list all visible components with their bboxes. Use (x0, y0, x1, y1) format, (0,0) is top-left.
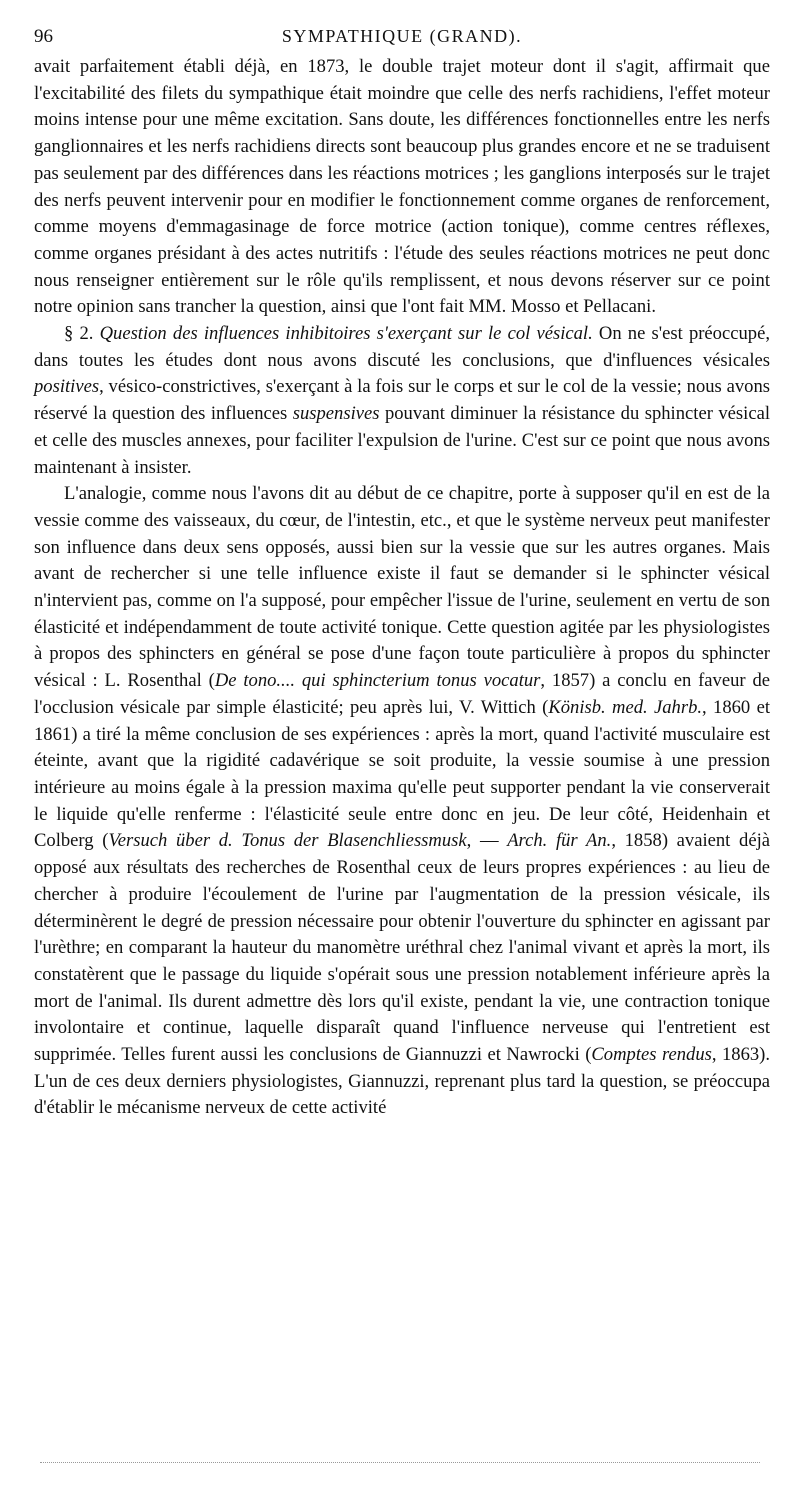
page-number: 96 (34, 26, 53, 47)
footer-rule (40, 1462, 760, 1463)
running-title: SYMPATHIQUE (GRAND). (281, 26, 523, 46)
text-run: L'analogie, comme nous l'avons dit au début de ce chapitre, porte à supposer qu'il en est de la vessie comme des vaisseaux, du cœur, de l'intestin, etc., et que le système nerveux peut manifester son influence dans deux sens opposés, aussi bien sur la vessie que sur les autres organes. Mais avant de rechercher si une telle influence existe il faut se demander si le sphincter vésical n'intervient pas, comme on l'a supposé, pour empêcher l'issue de l'urine, seulement en vertu de son élasticité et indépendamment de toute activité tonique. Cette question agitée par les physiologistes à propos des sphincters en général se pose d'une façon toute particulière à propos du sphincter vésical : L. Rosenthal ( (34, 483, 770, 692)
paragraph (34, 54, 770, 321)
text-run: avait parfaitement établi déjà, en 1873, le double trajet moteur dont il s'agit, affirmait que l'excitabilité des filets du sympathique était moindre que celle des nerfs rachidiens, l'effet moteur moins intense pour une même excitation. Sans doute, les différences fonctionnelles entre les nerfs ganglionnaires et les nerfs rachidiens directs sont beaucoup plus grandes encore et ne se traduisent pas seulement par des différences dans les réactions motrices ; les ganglions interposés sur le trajet des nerfs peuvent intervenir pour en modifier le fonctionnement comme organes de renforcement, comme moyens d'emmagasinage de force motrice (action tonique), comme centres réflexes, comme organes présidant à des actes nutritifs : l'étude des seules réactions motrices ne peut donc nous renseigner entièrement sur le rôle qu'ils remplissent, et nous devons réserver sur ce point notre opinion sans trancher la question, ainsi que l'ont fait MM. Mosso et Pellacani. (34, 56, 770, 318)
italic-text: Arch. für An. (507, 830, 612, 852)
italic-text: Comptes rendus (591, 1044, 712, 1066)
italic-text: De tono.... qui sphincterium tonus vocatur (214, 670, 541, 692)
italic-text: positives (34, 376, 100, 398)
paragraph (34, 481, 770, 1122)
text-run: , — (466, 830, 508, 852)
body-text (34, 54, 770, 1122)
italic-text: Question des influences inhibitoires s'exerçant sur le col vésical. (99, 323, 593, 345)
page (34, 26, 770, 1122)
text-run: , 1863). L'un de ces deux derniers physiologistes, Giannuzzi, reprenant plus tard la question, se préoccupa d'établir le mécanisme nerveux de cette activité (34, 1044, 771, 1119)
running-head (34, 26, 770, 52)
text-run: On ne s'est préoccupé, dans toutes les études dont nous avons discuté les conclusions, que d'influences vésicales (34, 323, 770, 371)
paragraph (34, 321, 770, 481)
text-run: pouvant diminuer la résistance du sphincter vésical et celle des muscles annexes, pour faciliter l'expulsion de l'urine. C'est sur ce point que nous avons maintenant à insister. (34, 403, 770, 478)
italic-text: Versuch über d. Tonus der Blasenchliessmusk (108, 830, 467, 852)
text-run: , vésico-constrictives, s'exerçant à la fois sur le corps et sur le col de la vessie; nous avons réservé la question des influences (34, 376, 770, 425)
text-run: § 2. (64, 323, 100, 345)
italic-text: Könisb. med. Jahrb. (548, 696, 703, 718)
text-run: , 1860 et 1861) a tiré la même conclusion de ses expériences : après la mort, quand l'activité musculaire est éteinte, avant que la rigidité cadavérique se soit produite, la vessie soumise à une pression intérieure au moins égale à la pression maxima qu'elle peut supporter pendant la vie conserverait le liquide qu'elle renferme : l'élasticité seule entre donc en jeu. De leur côté, Heidenhain et Colberg ( (34, 696, 770, 852)
text-run: , 1857) a conclu en faveur de l'occlusion vésicale par simple élasticité; peu après lui, V. Wittich ( (34, 670, 771, 718)
italic-text: suspensives (292, 403, 380, 425)
text-run: , 1858) avaient déjà opposé aux résultats des recherches de Rosenthal ceux de leurs propres expériences : au lieu de chercher à produire l'écoulement de l'urine par l'augmentation de la pression vésicale, ils déterminèrent le degré de pression nécessaire pour obtenir l'ouverture du sphincter en agissant par l'urèthre; en comparant la hauteur du manomètre uréthral chez l'animal vivant et après la mort, ils constatèrent que le passage du liquide s'opérait sous une pression notablement inférieure après la mort de l'animal. Ils durent admettre dès lors qu'il existe, pendant la vie, une contraction tonique involontaire et continue, laquelle disparaît quand l'influence nerveuse qui l'entretient est supprimée. Telles furent aussi les conclusions de Giannuzzi et Nawrocki ( (34, 830, 770, 1066)
